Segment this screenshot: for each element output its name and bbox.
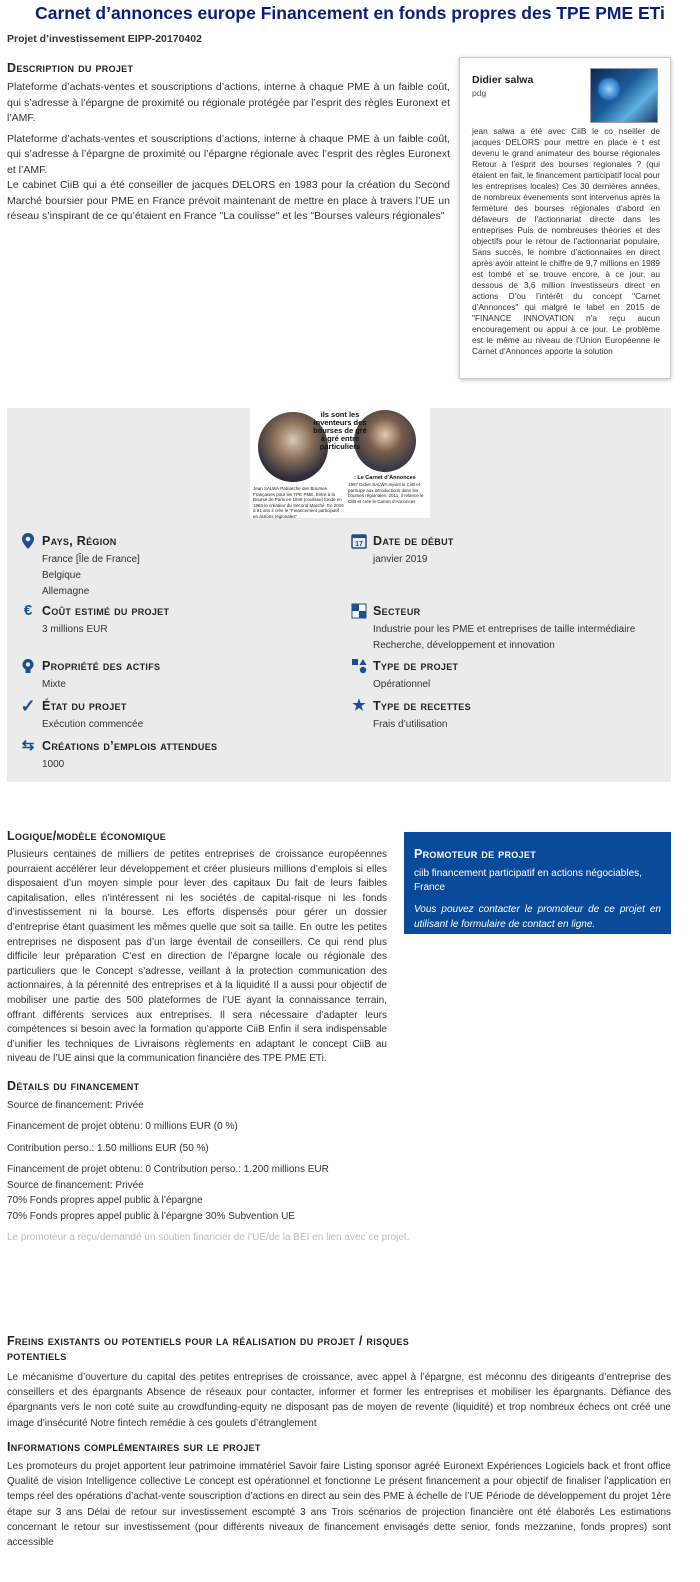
project-id: Projet d’investissement EIPP-20170402	[7, 33, 202, 45]
jobs-value: 1000	[42, 759, 65, 770]
description-paragraph-3: Le cabinet CiiB qui a été conseiller de jacques DELORS en 1983 pour la création du Second Marché boursier pour PME en France prévoit maintenant de mettre en place à travers l’UE un réseau s’inspirant de ce qu’étaient en France "La coulisse" et les "Bourses valeurs régionales"	[7, 179, 450, 222]
star-icon: ★	[352, 697, 366, 714]
info-project-type	[348, 657, 668, 693]
status-label: État du projet	[42, 699, 127, 713]
jobs-label: Créations d’emplois attendues	[42, 739, 218, 753]
additional-info-text: Les promoteurs du projet apportent leur patrimoine immatériel Savoir faire Listing sponsor agréé Euronext Expériences Logiciels back et front office Qualité de vision Intelligence collective Le concept est opérationnel et fonctionne Le présent financement a pour objectif de finaliser l’application en temps réel des opérations d’achat-vente souscription d’actions en direct au sein des PME à échelle de l’UE Période de développement du projet 1ère étape sur 3 ans Délai de retour sur investissement escompté 3 ans Trois scénarios de projection financière ont été élaborés Les estimations concernant le retour sur investissement (pour différents niveaux de financement envisagés dette senior, fonds mezzanine, fonds propres) sont accessible	[7, 1461, 671, 1549]
page-title: Carnet d’annonces europe Financement en fonds propres des TPE PME ETi	[35, 3, 665, 23]
project-info-box	[7, 408, 671, 782]
description-section	[7, 61, 450, 225]
business-model-text: Plusieurs centaines de milliers de petites entreprises de croissance européennes pourraient accélérer leur développement et créer plusieurs millions d’emplois si elles disposaient d’un moyen simple pour lever des capitaux Du fait de leurs faibles capitalisation, elles n’intéressent ni les sociétés de capital-risque ni les fonds d’investissement ni la bourse. Les efforts dispensés pour gérer un dossier d’entreprise étant quasiment les mêmes quelle que soit sa taille. En outre les petites entreprises ne disposent pas d’un large éventail de conseillers. Ce qui rend plus difficile leur préparation C’est en direction de l’épargne locale ou régionale des particuliers que le Concept s’adresse, veillant à la protection communication des actionnaires, à la pérennité des entreprises et à la liquidité Il a aussi pour objectif de mobiliser une partie des 500 plateformes de l’UE ayant la connaissance terrain, offrant différents services aux entreprises. Il sera nécessaire d’adapter leurs compétences si besoin avec la formation qu’apporte CiiB Enfin il sera indispensable d’unifier les techniques de Livraisons règlements en adaptant le concept CiiB au niveau de l’UE ainsi que la communication financière des TPE PME ETi.	[7, 849, 387, 1065]
description-paragraph-2: Plateforme d’achats-ventes et souscriptions d’actions, interne à chaque PME à un faible coût, qui s’adresse à l’épargne de proximité ou l’épargne régionale avec l’esprit des règles Euronext et l’AMF.	[7, 132, 450, 176]
sector-grid-icon	[351, 603, 367, 619]
description-paragraph-1: Plateforme d’achats-ventes et souscriptions d’actions, interne à chaque PME à un faible coût, qui s’adresse à l’épargne de proximité ou régionale protégée par l’esprit des règles Euronext et l’AMF.	[7, 81, 450, 124]
financing-line-6: 70% Fonds propres appel public à l’épargne	[7, 1195, 203, 1207]
info-jobs	[17, 737, 337, 773]
calendar-icon	[351, 533, 367, 549]
additional-info-section	[7, 1440, 671, 1550]
jobs-arrows-icon: ⇆	[21, 737, 35, 754]
info-revenue-type	[348, 697, 668, 733]
project-image	[250, 408, 430, 518]
cost-label: Coût estimé du projet	[42, 604, 170, 618]
sector-value-2: Recherche, développement et innovation	[373, 640, 555, 651]
country-value-2: Belgique	[42, 570, 81, 581]
sector-value-1: Industrie pour les PME et entreprises de taille intermédiaire	[373, 624, 636, 635]
business-model-heading: Logique/modèle économique	[7, 829, 167, 843]
description-heading: Description du projet	[7, 61, 134, 75]
top-area	[7, 61, 693, 396]
financing-line-3: Contribution perso.: 1.50 millions EUR (50 %)	[7, 1142, 209, 1154]
financing-line-5: Source de financement: Privée	[7, 1179, 144, 1191]
image-subheadline: : Le Carnet d’Annonces	[354, 475, 416, 481]
start-date-value: janvier 2019	[373, 554, 428, 565]
image-caption-right: 1987 Didier SALWA rejoint le CiiB et participe aux introductions dans les bourses régionales. 2011, il relance le CiiB et crée le Carnet d’Annonces	[348, 482, 424, 504]
info-start-date	[348, 532, 668, 568]
promoter-name: ciib financement participatif en actions négociables, France	[414, 868, 642, 893]
project-type-label: Type de projet	[373, 659, 459, 673]
info-status	[17, 697, 337, 733]
additional-info-heading: Informations complémentaires sur le projet	[7, 1440, 261, 1454]
start-date-label: Date de début	[373, 534, 454, 548]
author-role: pdg	[472, 88, 487, 98]
info-sector	[348, 602, 668, 654]
promoter-heading: Promoteur de projet	[414, 847, 536, 861]
revenue-type-value: Frais d’utilisation	[373, 719, 448, 730]
ownership-value: Mixte	[42, 679, 66, 690]
svg-text:17: 17	[355, 541, 363, 548]
author-photo	[590, 68, 658, 123]
author-bio: jean salwa a été avec CiiB le co nseiller de jacques DELORS pour mettre en place e t est devenu le grand animateur des bourse régionales Retour à l’esprit des bourses regionales ? (qui étaient en fait, le financement participatif local pour les entreprises locales) Ces 30 dernières années, de nombreux évenements sont intervenus après la fermeture des bourses régionales d’abord en défaveurs de l’actionnariat directe dans les entreprises Puis de nombreuses théories et des objectifs pour le retour de l’actionnariat populaire, Sans succès, le nombre d’actionnaires en direct après avoir atteint le chiffre de 9,7 millions en 1989 est tombé et se trouve encore, à ce jour, au dessous de 3,6 million investisseurs direct en actions D’ou l’intérêt du concept "Carnet d’Annonces" qui malgré le label en 2015 de "FINANCE INNOVATION n’a reçu aucun encouragement ou appui à ce jour. Le problème est le même au niveau de l’Union Européenne le Carnet d’Annonces apporte la solution	[472, 126, 660, 356]
financing-muted-note: Le promoteur a reçu/demandé un soutien financier de l’UE/de la BEI en lien avec ce projet.	[7, 1232, 410, 1244]
financing-line-1: Source de financement: Privée	[7, 1099, 144, 1111]
sector-label: Secteur	[373, 604, 421, 618]
country-value-3: Allemagne	[42, 586, 90, 597]
euro-icon: €	[23, 602, 33, 619]
promoter-box	[404, 832, 671, 934]
country-label: Pays, Région	[42, 534, 117, 548]
info-cost	[17, 602, 337, 638]
author-name: Didier salwa	[472, 74, 534, 86]
info-ownership	[17, 657, 337, 693]
barriers-heading: Freins existants ou potentiels pour la réalisation du projet / risques potentiels	[7, 1334, 410, 1363]
revenue-type-label: Type de recettes	[373, 699, 471, 713]
map-pin-icon	[20, 533, 36, 549]
ownership-label: Propriété des actifs	[42, 659, 161, 673]
gear-bulb-icon	[20, 658, 36, 674]
financing-line-2: Financement de projet obtenu: 0 millions EUR (0 %)	[7, 1121, 238, 1133]
cost-value: 3 millions EUR	[42, 624, 108, 635]
financing-line-4: Financement de projet obtenu: 0 Contribution perso.: 1.200 millions EUR	[7, 1164, 329, 1176]
checkmark-icon: ✓	[20, 696, 36, 716]
info-country	[17, 532, 337, 600]
financing-line-7: 70% Fonds propres appel public à l’épargne 30% Subvention UE	[7, 1210, 295, 1222]
status-value: Exécution commencée	[42, 719, 144, 730]
image-caption-left: Jean SALWA Patriarche des Bourses Françaises pour les TPE PME. Entre à la Bourse de Paris en 1949 (coulisse) fonde en 1963 le créateur du Second Marché. En 2016 à 91 ans il crée le "Financement participatif en actions régionales"	[253, 486, 344, 519]
image-headline: ils sont les inventeurs des bourses de gré à gré entre particuliers	[313, 410, 367, 451]
country-value-1: France [Île de France]	[42, 554, 140, 565]
promoter-contact-note: Vous pouvez contacter le promoteur de ce projet en utilisant le formulaire de contact en ligne.	[414, 904, 661, 930]
main-content	[7, 829, 410, 1245]
project-type-value: Opérationnel	[373, 679, 431, 690]
barriers-text: Le mécanisme d’ouverture du capital des petites entreprises de croissance, avec appel à l’épargne, est méconnu des dirigeants d’entreprise des conseillers et des épargnants Absence de réseaux pour contacter, informer et former les entreprises et mobiliser les épargnants. Défiance des épargnants vers le non coté suite au crowdfunding-equity ne disposant pas de moyen de revente (liquidité) et trop nombreux échecs ont créé une image d’insécurité Notre fintech remédie à ces goulets d’étranglement	[7, 1372, 671, 1429]
financing-heading: Détails du financement	[7, 1078, 140, 1093]
author-card	[459, 57, 671, 379]
shapes-icon	[351, 658, 367, 674]
barriers-section	[7, 1334, 671, 1431]
